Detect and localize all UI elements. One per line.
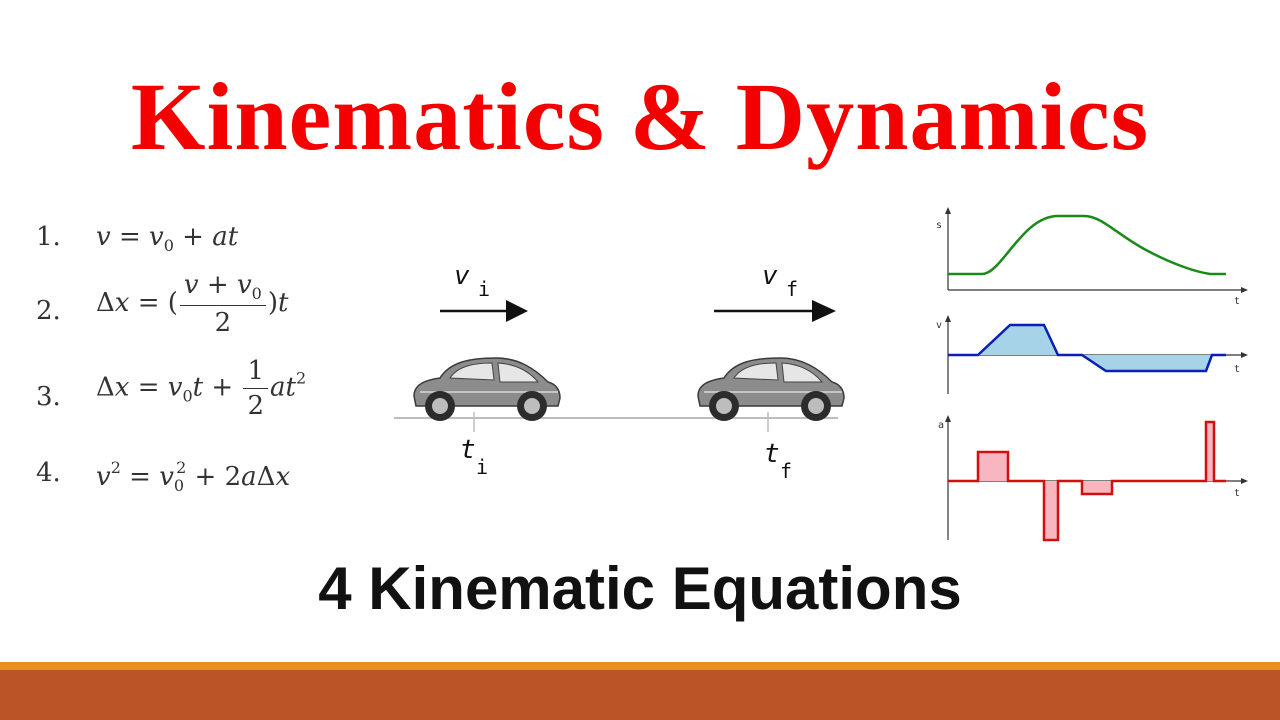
- v-final-label: v: [762, 261, 778, 291]
- v-initial-sub: i: [478, 277, 491, 301]
- equation-number: 3.: [36, 382, 61, 412]
- acceleration-graph: [938, 415, 1248, 540]
- car-final-image: [698, 358, 844, 421]
- position-y-label: s: [936, 220, 943, 231]
- footer-bar: [0, 670, 1280, 720]
- t-initial-label: t: [460, 435, 476, 465]
- velocity-final-arrow: [714, 300, 836, 322]
- position-graph: [936, 207, 1248, 307]
- t-final-label: t: [764, 439, 780, 469]
- motion-graphs: [926, 204, 1256, 544]
- velocity-graph: [936, 315, 1248, 394]
- position-curve: [948, 216, 1226, 274]
- slide-subtitle: 4 Kinematic Equations: [318, 555, 962, 622]
- equation-number: 4.: [36, 458, 61, 488]
- t-final-sub: f: [780, 459, 793, 483]
- velocity-y-label: v: [936, 320, 943, 331]
- equation-number: 2.: [36, 296, 61, 326]
- acceleration-x-label: t: [1234, 488, 1241, 499]
- v-initial-label: v: [454, 261, 470, 291]
- velocity-initial-arrow: [440, 300, 528, 322]
- position-x-label: t: [1234, 296, 1241, 307]
- t-initial-sub: i: [476, 455, 489, 479]
- v-final-sub: f: [786, 277, 799, 301]
- velocity-x-label: t: [1234, 364, 1241, 375]
- equation-number: 1.: [36, 222, 61, 252]
- acceleration-y-label: a: [938, 420, 945, 431]
- car-initial-image: [414, 358, 560, 421]
- slide-title: Kinematics & Dynamics: [130, 63, 1150, 170]
- motion-diagram: [390, 250, 850, 490]
- accent-bar: [0, 662, 1280, 670]
